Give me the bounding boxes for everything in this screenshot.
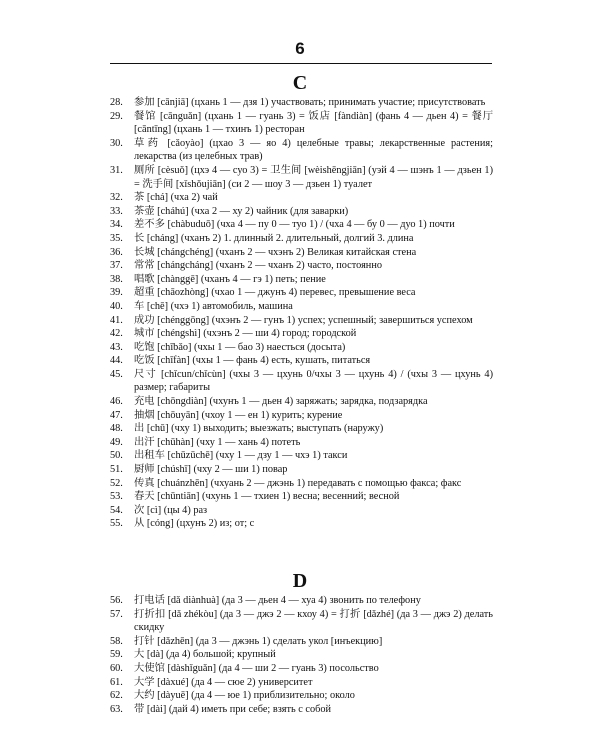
entry-text: 草药 [cǎoyào] (цхао 3 — яо 4) целебные травы; лекарственные растения; лекарства (из целебных трав) [134,137,493,163]
entry-text: 成功 [chénggōng] (чхэнъ 2 — гунъ 1) успех; успешный; завершиться успехом [134,314,473,326]
section-heading-d: D [292,570,308,592]
dictionary-entry [110,422,493,436]
entry-number: 28. [110,97,123,108]
entry-number: 59. [110,649,123,661]
entry-number: 40. [110,300,123,312]
dictionary-entry [110,635,493,649]
entry-number: 57. [110,608,123,620]
section-entries-d [110,594,493,716]
entry-number: 47. [110,409,123,421]
entry-number: 43. [110,341,123,353]
entry-text: 差不多 [chàbuduō] (чха 4 — пу 0 — туо 1) / (чха 4 — бу 0 — дуо 1) почти [134,219,455,231]
entry-number: 52. [110,477,123,489]
entry-number: 50. [110,450,123,462]
dictionary-entry [110,232,493,246]
dictionary-entry [110,205,493,219]
dictionary-entry [110,368,493,395]
entry-text: 次 [cì] (цы 4) раз [134,504,208,516]
entry-text: 茶壶 [cháhú] (чха 2 — ху 2) чайник (для заварки) [134,205,349,217]
entry-text: 厨师 [chúshī] (чху 2 — ши 1) повар [134,464,288,476]
entry-text: 带 [dài] (дай 4) иметь при себе; взять с собой [134,703,332,715]
dictionary-entry [110,436,493,450]
entry-number: 31. [110,164,123,176]
entry-number: 53. [110,491,123,503]
dictionary-entry [110,191,493,205]
entry-number: 33. [110,205,123,217]
dictionary-entry [110,137,493,164]
entry-number: 56. [110,595,123,606]
dictionary-entry [110,676,493,690]
entry-number: 42. [110,328,123,340]
entry-text: 出汗 [chūhàn] (чху 1 — хань 4) потеть [134,436,301,448]
dictionary-entry [110,490,493,504]
entry-text: 厕所 [cèsuǒ] (цхэ 4 — суо 3) = 卫生间 [wèishēngjiān] (уэй 4 — шэнъ 1 — дзьен 1) = 洗手间 [xǐshǒujiān] (си 2 — шоу 3 — дзьен 1) туалет [134,164,493,190]
dictionary-entry [110,286,493,300]
entry-number: 44. [110,355,123,367]
entry-number: 55. [110,518,123,530]
entry-text: 吃饱 [chībǎo] (чхы 1 — бао 3) наесться (досыта) [134,341,346,353]
header-rule [110,63,492,64]
entry-text: 从 [cóng] (цхунъ 2) из; от; с [134,518,255,530]
dictionary-entry [110,449,493,463]
entry-number: 49. [110,436,123,448]
entry-number: 36. [110,246,123,258]
entry-number: 29. [110,110,123,122]
entry-text: 抽烟 [chōuyān] (чхоу 1 — ен 1) курить; курение [134,409,343,421]
entry-number: 32. [110,192,123,204]
dictionary-entry [110,246,493,260]
dictionary-entry [110,96,493,110]
section-entries-c [110,96,493,531]
entry-number: 37. [110,260,123,272]
page-number: 6 [295,39,305,58]
entry-text: 打折扣 [dǎ zhékòu] (да 3 — джэ 2 — кхоу 4) = 打折 [dǎzhé] (да 3 — джэ 2) делать скидку [134,608,493,634]
entry-text: 车 [chē] (чхэ 1) автомобиль, машина [134,300,293,312]
dictionary-entry [110,662,493,676]
dictionary-entry [110,327,493,341]
dictionary-entry [110,110,493,137]
entry-number: 34. [110,219,123,231]
dictionary-entry [110,164,493,191]
entry-text: 城市 [chéngshì] (чхэнъ 2 — ши 4) город; городской [134,328,357,340]
entry-number: 30. [110,137,123,149]
section-heading-c: C [292,72,308,94]
entry-number: 35. [110,232,123,244]
dictionary-entry [110,354,493,368]
entry-text: 茶 [chá] (чха 2) чай [134,192,218,204]
entry-text: 打针 [dǎzhēn] (да 3 — джэнь 1) сделать укол [инъекцию] [134,635,383,647]
dictionary-entry [110,314,493,328]
dictionary-entry [110,648,493,662]
entry-text: 超重 [chāozhòng] (чхао 1 — джунъ 4) перевес, превышение веса [134,287,416,299]
entry-number: 54. [110,504,123,516]
entry-text: 长 [cháng] (чханъ 2) 1. длинный 2. длительный, долгий 3. длина [134,232,414,244]
entry-text: 大约 [dàyuē] (да 4 — юе 1) приблизительно; около [134,690,355,702]
dictionary-entry [110,703,493,717]
dictionary-entry [110,259,493,273]
entry-number: 45. [110,368,123,380]
dictionary-entry [110,517,493,531]
entry-text: 充电 [chōngdiàn] (чхунъ 1 — дьен 4) заряжать; зарядка, подзарядка [134,396,428,408]
entry-text: 打电话 [dǎ diànhuà] (да 3 — дьен 4 — хуа 4) звонить по телефону [134,595,421,606]
dictionary-entry [110,409,493,423]
entry-text: 常常 [chángcháng] (чханъ 2 — чханъ 2) часто, постоянно [134,260,382,272]
dictionary-entry [110,504,493,518]
entry-number: 48. [110,423,123,435]
dictionary-entry [110,608,493,635]
entry-number: 62. [110,690,123,702]
dictionary-entry [110,341,493,355]
entry-number: 61. [110,676,123,688]
dictionary-entry [110,594,493,608]
dictionary-entry [110,300,493,314]
entry-number: 38. [110,273,123,285]
entry-text: 餐馆 [cānguǎn] (цхань 1 — гуань 3) = 饭店 [fàndiàn] (фань 4 — дьен 4) = 餐厅 [cāntīng] (цхань 1 — тхинъ 1) ресторан [134,110,493,136]
entry-text: 长城 [chángchéng] (чханъ 2 — чхэнъ 2) Великая китайская стена [134,246,417,258]
entry-text: 吃饭 [chīfàn] (чхы 1 — фань 4) есть, кушать, питаться [134,355,371,367]
entry-text: 春天 [chūntiān] (чхунь 1 — тхиен 1) весна; весенний; весной [134,491,400,503]
entry-number: 63. [110,703,123,715]
entry-text: 大学 [dàxué] (да 4 — сюе 2) университет [134,676,313,688]
entry-text: 大 [dà] (да 4) большой; крупный [134,649,276,661]
entry-number: 60. [110,662,123,674]
entry-text: 唱歌 [chànggē] (чханъ 4 — гэ 1) петь; пение [134,273,326,285]
entry-text: 参加 [cānjiā] (цхань 1 — дзя 1) участвовать; принимать участие; присутствовать [134,97,486,108]
dictionary-entry [110,273,493,287]
entry-number: 39. [110,287,123,299]
entry-text: 出 [chū] (чху 1) выходить; выезжать; выступать (наружу) [134,423,384,435]
dictionary-entry [110,218,493,232]
entry-number: 51. [110,464,123,476]
dictionary-entry [110,395,493,409]
entry-text: 传真 [chuánzhēn] (чхуань 2 — джэнь 1) передавать с помощью факса; факс [134,477,462,489]
entry-number: 46. [110,396,123,408]
entry-text: 尺寸 [chǐcun/chǐcùn] (чхы 3 — цхунь 0/чхы 3 — цхунь 4) / (чхы 3 — цхунь 4) размер; габариты [134,368,493,394]
entry-number: 41. [110,314,123,326]
dictionary-entry [110,689,493,703]
dictionary-entry [110,477,493,491]
dictionary-entry [110,463,493,477]
entry-number: 58. [110,635,123,647]
entry-text: 大使馆 [dàshǐguǎn] (да 4 — ши 2 — гуань 3) посольство [134,662,379,674]
entry-text: 出租车 [chūzūchē] (чху 1 — дзу 1 — чхэ 1) такси [134,450,348,462]
